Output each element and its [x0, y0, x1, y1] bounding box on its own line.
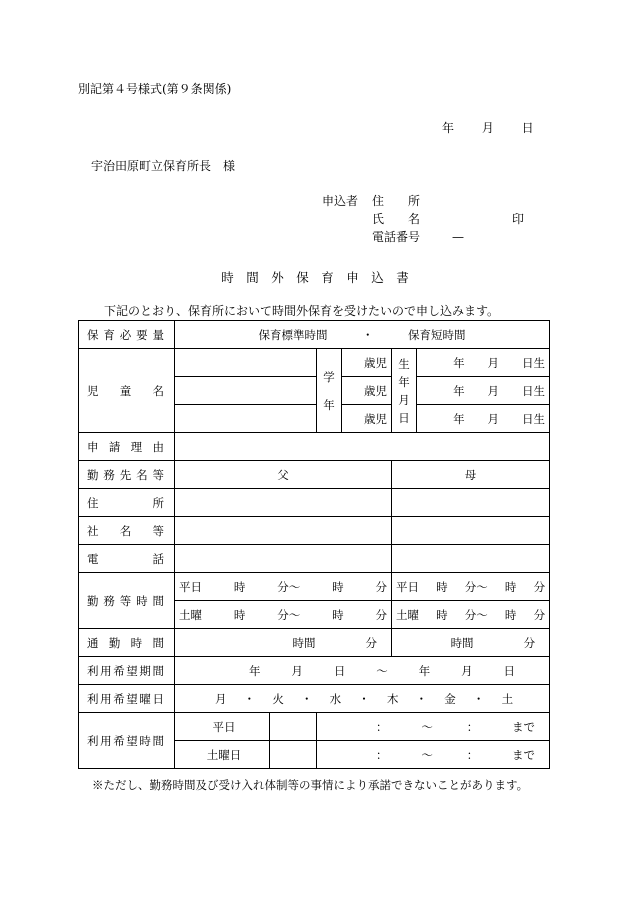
period-field[interactable]: 年 月 日 〜 年 月 日 — [175, 657, 550, 685]
row-reason — [79, 433, 550, 461]
date-day[interactable]: 日 — [521, 121, 534, 135]
hours-saturday-label: 土曜日 — [175, 741, 317, 769]
child-age-field[interactable]: 歳児 — [342, 405, 392, 433]
weekdays-field[interactable]: 月 ・ 火 ・ 水 ・ 木 ・ 金 ・ 土 — [175, 685, 550, 713]
child-name-field[interactable] — [175, 349, 317, 377]
applicant-label: 申込者 — [322, 194, 359, 208]
intro-text: 下記のとおり、保育所において時間外保育を受けたいので申し込みます。 — [104, 304, 500, 318]
application-table — [78, 320, 550, 769]
label-hoiku-hitsuyouryou: 保育必要量 — [79, 321, 175, 349]
addressee: 宇治田原町立保育所長 様 — [91, 159, 236, 173]
mother-work-saturday[interactable]: 土曜 時 分〜 時 分 — [392, 601, 550, 629]
row-commute — [79, 629, 550, 657]
row-hoiku-hitsuyouryou — [79, 321, 550, 349]
label-address: 住所 — [79, 489, 175, 517]
label-reason: 申請理由 — [79, 433, 175, 461]
father-company-field[interactable] — [175, 517, 392, 545]
row-phone — [79, 545, 550, 573]
birth-label: 生 年 月 日 — [392, 349, 417, 433]
child-birth-field[interactable]: 年 月 日生 — [417, 405, 550, 433]
father-header: 父 — [175, 461, 392, 489]
applicant-address-label: 住 所 — [372, 194, 421, 208]
child-birth-field[interactable]: 年 月 日生 — [417, 349, 550, 377]
father-work-saturday[interactable]: 土曜 時 分〜 時 分 — [175, 601, 392, 629]
label-work-hours: 勤務等時間 — [79, 573, 175, 629]
applicant-block — [322, 192, 525, 246]
label-workplace: 勤務先名等 — [79, 461, 175, 489]
date-month[interactable]: 月 — [481, 121, 494, 135]
father-work-weekday[interactable]: 平日 時 分〜 時 分 — [175, 573, 392, 601]
mother-phone-field[interactable] — [392, 545, 550, 573]
label-weekdays: 利用希望曜日 — [79, 685, 175, 713]
child-row-1 — [79, 349, 550, 377]
applicant-name-label: 氏 名 — [372, 212, 421, 226]
date-line — [442, 119, 534, 136]
label-period: 利用希望期間 — [79, 657, 175, 685]
form-id: 別記第４号様式(第９条関係) — [78, 82, 232, 96]
phone-dash: — — [452, 230, 464, 244]
row-work-hours-weekday — [79, 573, 550, 601]
form-title: 時 間 外 保 育 申 込 書 — [221, 270, 409, 285]
label-company: 社名等 — [79, 517, 175, 545]
child-age-field[interactable]: 歳児 — [342, 377, 392, 405]
row-workplace — [79, 461, 550, 489]
mother-company-field[interactable] — [392, 517, 550, 545]
applicant-phone-label: 電話番号 — [372, 230, 421, 244]
label-phone: 電話 — [79, 545, 175, 573]
mother-address-field[interactable] — [392, 489, 550, 517]
label-commute: 通勤時間 — [79, 629, 175, 657]
father-phone-field[interactable] — [175, 545, 392, 573]
footnote: ※ただし、勤務時間及び受け入れ体制等の事情により承諾できないことがあります。 — [92, 778, 529, 792]
hours-saturday-field[interactable]: ： 〜 ： まで — [317, 741, 550, 769]
label-children: 児 童 名 — [79, 349, 175, 433]
child-age-field[interactable]: 歳児 — [342, 349, 392, 377]
row-weekdays — [79, 685, 550, 713]
child-name-field[interactable] — [175, 405, 317, 433]
row-company — [79, 517, 550, 545]
mother-work-weekday[interactable]: 平日 時 分〜 時 分 — [392, 573, 550, 601]
hours-divider — [269, 713, 270, 769]
label-hours: 利用希望時間 — [79, 713, 175, 769]
reason-field[interactable] — [175, 433, 550, 461]
grade-label: 学 年 — [317, 349, 342, 433]
mother-header: 母 — [392, 461, 550, 489]
hours-weekday-field[interactable]: ： 〜 ： まで — [317, 713, 550, 741]
seal-mark: 印 — [512, 212, 525, 226]
father-address-field[interactable] — [175, 489, 392, 517]
mother-commute-field[interactable]: 時間 分 — [392, 629, 550, 657]
child-birth-field[interactable]: 年 月 日生 — [417, 377, 550, 405]
hours-weekday-label: 平日 — [175, 713, 317, 741]
row-period — [79, 657, 550, 685]
child-name-field[interactable] — [175, 377, 317, 405]
row-hours-weekday — [79, 713, 550, 741]
hoiku-type-options[interactable]: 保育標準時間 ・ 保育短時間 — [175, 321, 550, 349]
date-year[interactable]: 年 — [442, 121, 455, 135]
row-address — [79, 489, 550, 517]
father-commute-field[interactable]: 時間 分 — [175, 629, 392, 657]
